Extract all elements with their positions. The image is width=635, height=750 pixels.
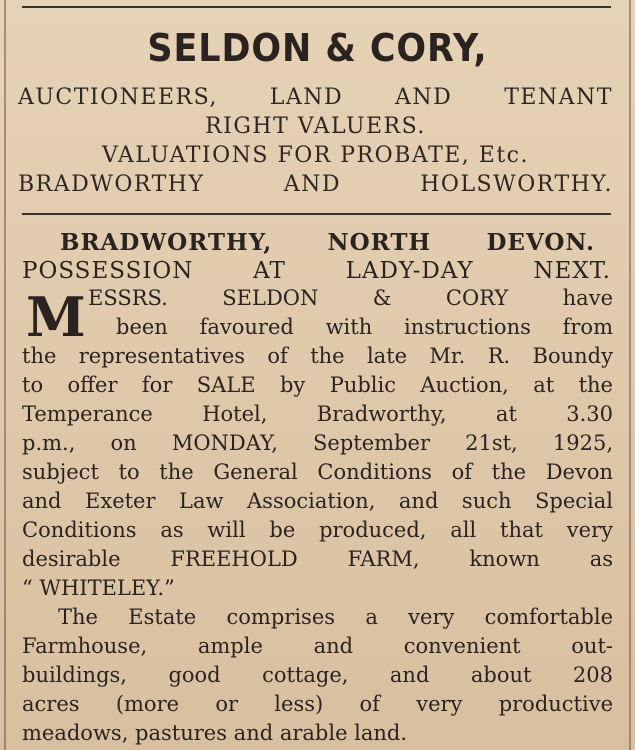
heading-word: LADY-DAY xyxy=(345,258,474,284)
caption-word: AUCTIONEERS, xyxy=(18,85,218,110)
heading-word: AT xyxy=(253,258,286,284)
caption-line-2: RIGHT VALUERS. xyxy=(205,114,426,139)
firm-title: SELDON & CORY, xyxy=(147,26,488,70)
body-line: The Estate comprises a very comfortable xyxy=(58,605,613,629)
caption-word: LAND xyxy=(269,85,344,110)
section-rule xyxy=(22,213,611,215)
caption-word: BRADWORTHY xyxy=(18,172,205,197)
body-line: and Exeter Law Association, and such Special xyxy=(22,489,613,513)
body-line: to offer for SALE by Public Auction, at the xyxy=(22,373,613,397)
heading-word: NORTH xyxy=(327,229,432,256)
possession-heading xyxy=(22,258,611,284)
heading-word: POSSESSION xyxy=(22,258,194,284)
body-line: the representatives of the late Mr. R. Boundy xyxy=(22,344,613,368)
location-heading xyxy=(60,229,595,256)
body-line: acres (more or less) of very productive xyxy=(22,692,613,716)
heading-word: NEXT. xyxy=(533,258,611,284)
body-line: ESSRS. SELDON & CORY have xyxy=(88,286,613,310)
drop-cap: M xyxy=(26,285,86,349)
body-line: “ WHITELEY.” xyxy=(22,576,175,600)
top-rule xyxy=(22,6,611,8)
caption-word: AND xyxy=(283,172,341,197)
body-line: meadows, pastures and arable land. xyxy=(22,721,408,745)
caption-line-3: VALUATIONS FOR PROBATE, Etc. xyxy=(102,143,529,168)
caption-word: TENANT xyxy=(504,85,613,110)
caption-word: AND xyxy=(395,85,453,110)
body-line: Conditions as will be produced, all that very xyxy=(22,518,613,542)
caption-line-1 xyxy=(18,84,613,112)
column-edge-right xyxy=(629,0,631,750)
caption-line-4 xyxy=(18,171,613,199)
body-line: Temperance Hotel, Bradworthy, at 3.30 xyxy=(22,402,613,426)
body-line: subject to the General Conditions of the Devon xyxy=(22,460,613,484)
body-line: been favoured with instructions from xyxy=(116,315,613,339)
body-line: p.m., on MONDAY, September 21st, 1925, xyxy=(22,431,613,455)
body-line: buildings, good cottage, and about 208 xyxy=(22,663,613,687)
caption-word: HOLSWORTHY. xyxy=(420,172,613,197)
body-line: Farmhouse, ample and convenient out- xyxy=(22,634,613,658)
body-line: desirable FREEHOLD FARM, known as xyxy=(22,547,613,571)
heading-word: DEVON. xyxy=(486,229,595,256)
column-edge-left xyxy=(4,0,6,750)
heading-word: BRADWORTHY, xyxy=(60,229,273,256)
